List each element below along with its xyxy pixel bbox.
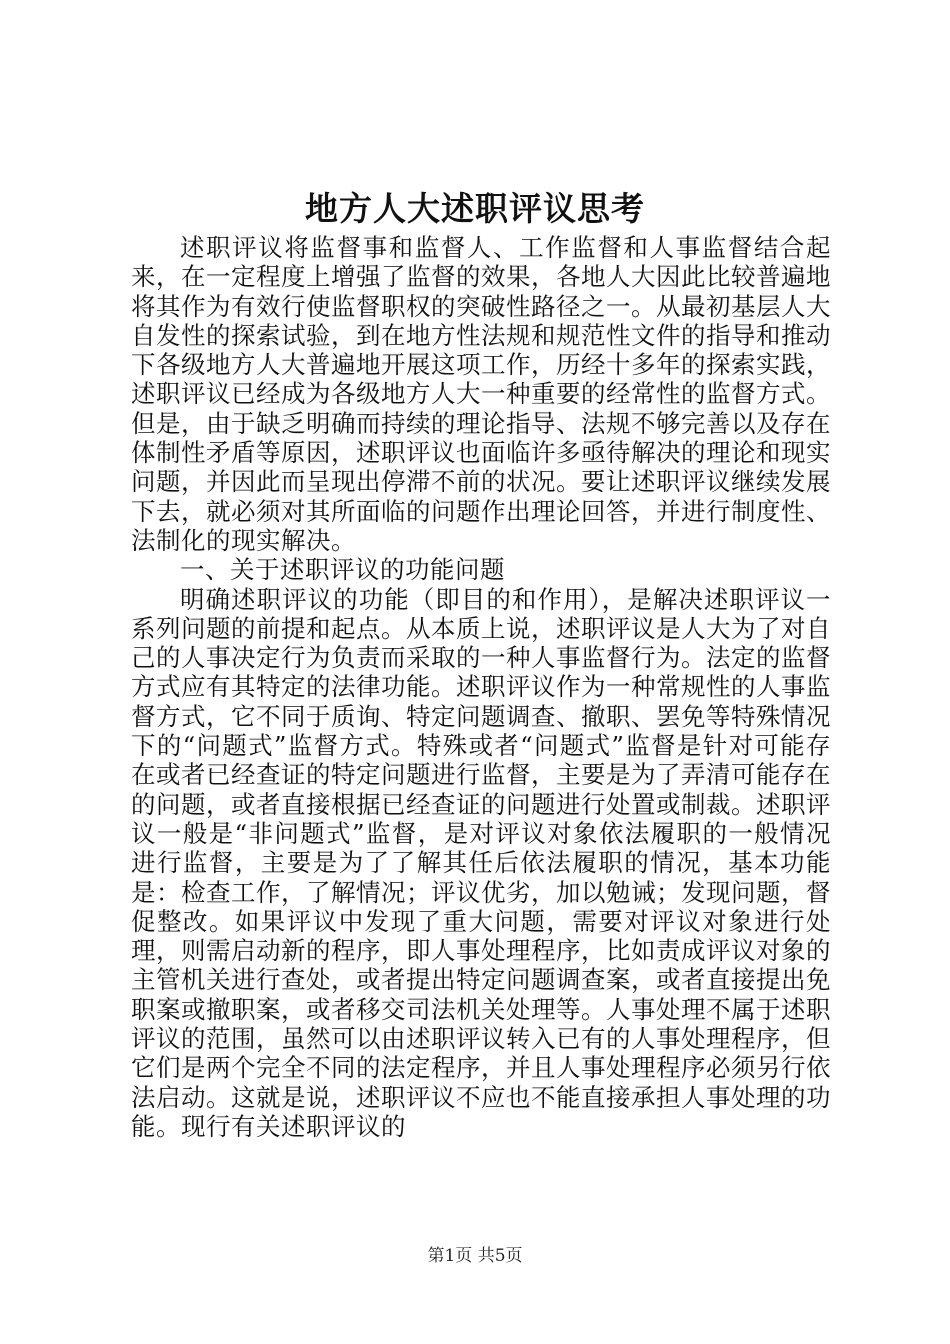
paragraph-intro: 述职评议将监督事和监督人、工作监督和人事监督结合起来，在一定程度上增强了监督的效果，各地人大因此比较普遍地将其作为有效行使监督职权的突破性路径之一。从最初基层人大自发性的探索试验，到在地方性法规和规范性文件的指导和推动下各级地方人大普遍地开展这项工作，历经十多年的探索实践，述职评议已经成为各级地方人大一种重要的经常性的监督方式。但是，由于缺乏明确而持续的理论指导、法规不够完善以及存在体制性矛盾等原因，述职评议也面临许多亟待解决的理论和现实问题，并因此而呈现出停滞不前的状况。要让述职评议继续发展下去，就必须对其所面临的问题作出理论回答，并进行制度性、法制化的现实解决。 — [131, 233, 831, 555]
section-heading-1: 一、关于述职评议的功能问题 — [180, 555, 505, 585]
page-number-footer: 第1页 共5页 — [427, 1246, 523, 1266]
document-title: 地方人大述职评议思考 — [305, 189, 645, 228]
document-body — [131, 233, 831, 1141]
paragraph-function: 明确述职评议的功能（即目的和作用），是解决述职评议一系列问题的前提和起点。从本质上说，述职评议是人大为了对自己的人事决定行为负责而采取的一种人事监督行为。法定的监督方式应有其特定的法律功能。述职评议作为一种常规性的人事监督方式，它不同于质询、特定问题调查、撤职、罢免等特殊情况下的“问题式”监督方式。特殊或者“问题式”监督是针对可能存在或者已经查证的特定问题进行监督，主要是为了弄清可能存在的问题，或者直接根据已经查证的问题进行处置或制裁。述职评议一般是“非问题式”监督，是对评议对象依法履职的一般情况进行监督，主要是为了了解其任后依法履职的情况，基本功能是：检查工作，了解情况；评议优劣，加以勉诫；发现问题，督促整改。如果评议中发现了重大问题，需要对评议对象进行处理，则需启动新的程序，即人事处理程序，比如责成评议对象的主管机关进行查处，或者提出特定问题调查案，或者直接提出免职案或撤职案，或者移交司法机关处理等。人事处理不属于述职评议的范围，虽然可以由述职评议转入已有的人事处理程序，但它们是两个完全不同的法定程序，并且人事处理程序必须另行依法启动。这就是说，述职评议不应也不能直接承担人事处理的功能。现行有关述职评议的 — [131, 584, 831, 1141]
